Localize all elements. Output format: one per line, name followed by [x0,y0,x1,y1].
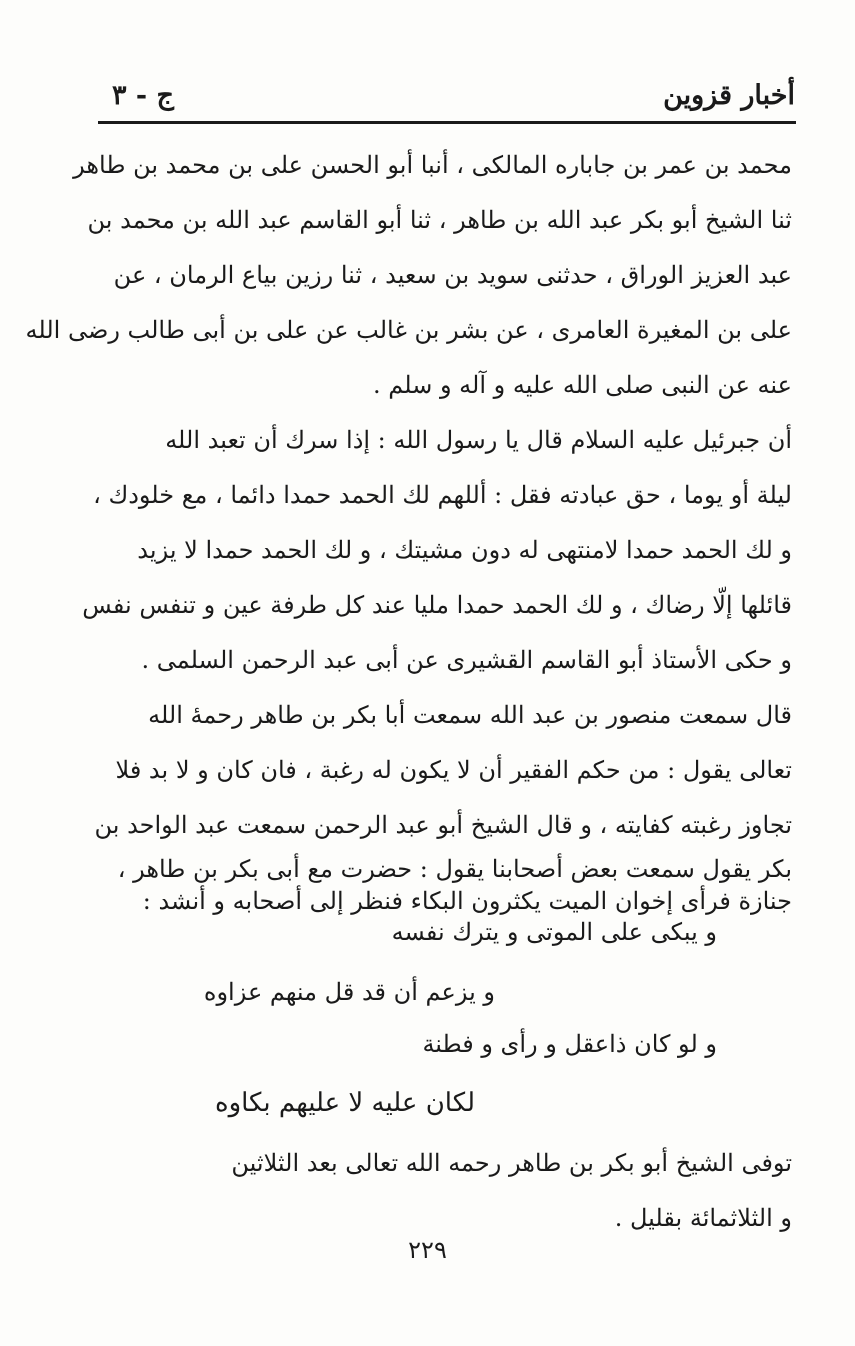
text-line: ثنا الشيخ أبو بكر عبد الله بن طاهر ، ثنا أبو القاسم عبد الله بن محمد بن [87,206,792,234]
text-line: ليلة أو يوما ، حق عبادته فقل : أللهم لك الحمد حمدا دائما ، مع خلودك ، [93,481,792,509]
text-line: جنازة فرأى إخوان الميت يكثرون البكاء فنظر إلى أصحابه و أنشد : [142,887,792,915]
closing-paragraph [112,1136,792,1246]
text-line: عبد العزيز الوراق ، حدثنى سويد بن سعيد ، ثنا رزين بياع الرمان ، عن [113,261,792,289]
running-title: أخبار قزوين [663,80,795,111]
text-line: على بن المغيرة العامرى ، عن بشر بن غالب عن على بن أبى طالب رضى الله [25,316,792,344]
verse-line: و لو كان ذاعقل و رأى و فطنة [422,1030,717,1058]
text-line: محمد بن عمر بن جاباره المالكى ، أنبا أبو الحسن على بن محمد بن طاهر [73,151,792,179]
header-rule [98,121,796,124]
volume-label: ج - ٣ [112,80,174,111]
text-line: توفى الشيخ أبو بكر بن طاهر رحمه الله تعالى بعد الثلاثين [231,1149,792,1177]
verse-line: لكان عليه لا عليهم بكاوه [214,1088,475,1118]
text-line: تجاوز رغبته كفايته ، و قال الشيخ أبو عبد الرحمن سمعت عبد الواحد بن [94,811,792,839]
verse-line: و يزعم أن قد قل منهم عزاوه [203,978,495,1006]
text-line: أن جبرئيل عليه السلام قال يا رسول الله : إذا سرك أن تعبد الله [165,426,792,454]
text-line: تعالى يقول : من حكم الفقير أن لا يكون له رغبة ، فان كان و لا بد فلا [115,756,792,784]
text-line: عنه عن النبى صلى الله عليه و آله و سلم . [373,371,792,399]
text-line: قائلها إلّا رضاك ، و لك الحمد حمدا مليا عند كل طرفة عين و تنفس نفس [82,591,792,619]
text-line: و لك الحمد حمدا لامنتهى له دون مشيتك ، و لك الحمد حمدا لا يزيد [137,536,792,564]
page-number: ٢٢٩ [408,1236,447,1264]
text-line: بكر يقول سمعت بعض أصحابنا يقول : حضرت مع أبى بكر بن طاهر ، [117,855,792,883]
verse-line: و يبكى على الموتى و يترك نفسه [391,918,717,946]
text-line: قال سمعت منصور بن عبد الله سمعت أبا بكر بن طاهر رحمهٔ الله [148,701,792,729]
running-header [100,78,795,122]
main-text [25,138,792,917]
text-line: و الثلاثمائة بقليل . [614,1204,792,1232]
text-line: و حكى الأستاذ أبو القاسم القشيرى عن أبى عبد الرحمن السلمى . [141,646,792,674]
